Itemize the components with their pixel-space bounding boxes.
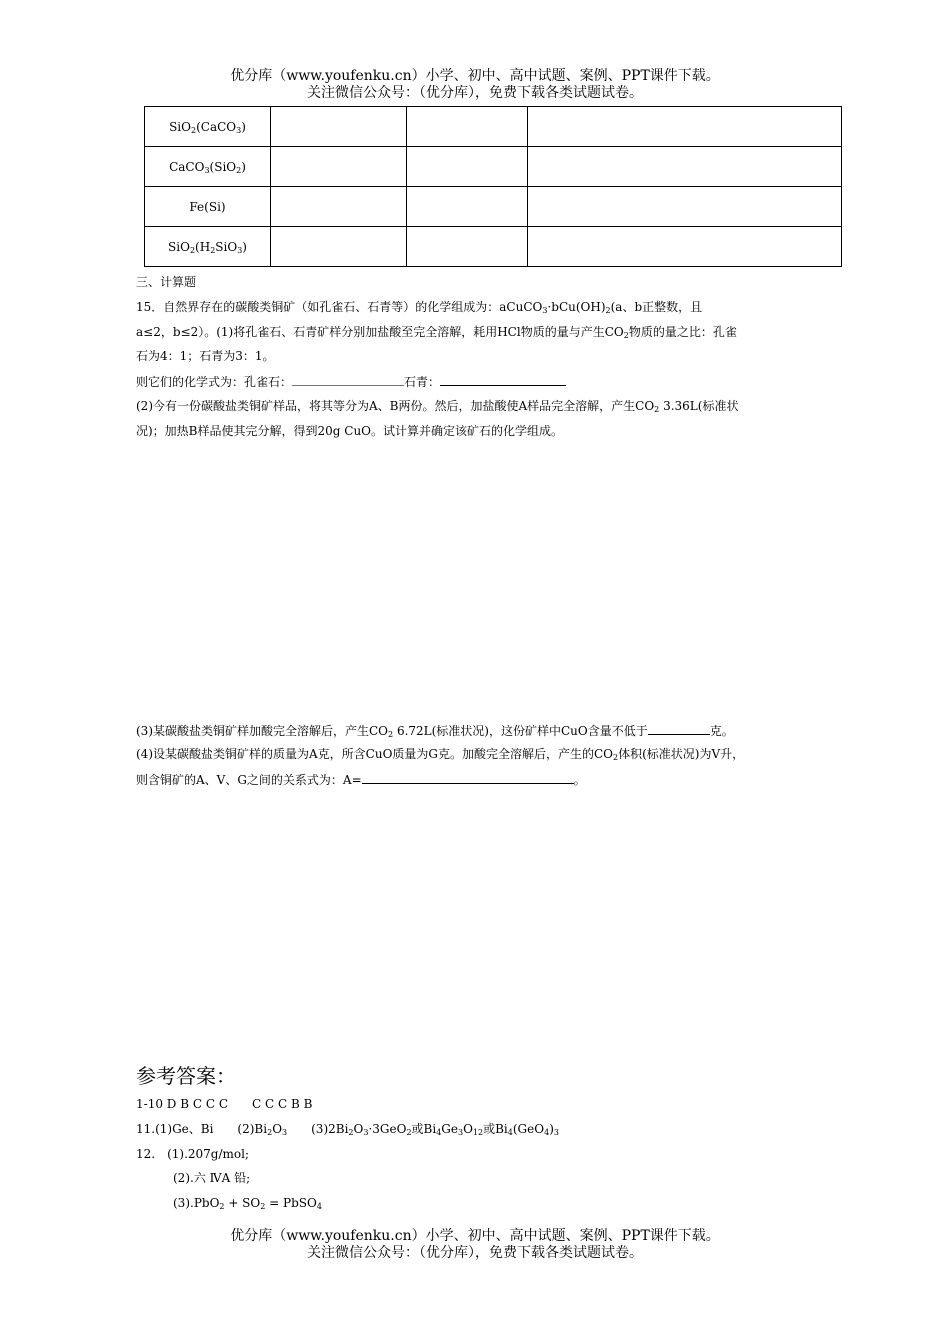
- table-cell-label: SiO$_2$(CaCO$_3$): [145, 107, 271, 147]
- answer-line-12-3: $(3).PbO_2 + SO_2$ = PbSO$_4$: [173, 1196, 322, 1211]
- answer-blank-relation[interactable]: [362, 771, 574, 784]
- q15-line1: 15．自然界存在的碳酸类铜矿（如孔雀石、石青等）的化学组成为：$aCuCO_3\cdot bCu(OH)_2(a$、b正整数，且: [136, 300, 703, 315]
- impurity-table: [144, 106, 842, 267]
- answer-blank-azurite[interactable]: [440, 373, 566, 386]
- q15-line5: (2)今有一份碳酸盐类铜矿样品，将其等分为A、B两份。然后，加盐酸使A样品完全溶解，产生$CO_2$ 3.36L(标准状: [136, 399, 739, 414]
- q15-line4: 则它们的化学式为：孔雀石： 石青：: [136, 373, 566, 390]
- table-cell: [407, 187, 528, 227]
- answer-line-11: 11.(1)Ge、Bi $(2)Bi_2O_3$ $(3)2Bi_2O_3\cdot 3GeO_2$或$Bi_4Ge_3O_{12}$或$Bi_4(GeO_4)_3$: [136, 1122, 559, 1137]
- table-cell: [407, 107, 528, 147]
- table-cell: [528, 107, 842, 147]
- table-cell-label: $SiO_2(H_2SiO_3)$: [145, 227, 271, 267]
- table-row: [145, 187, 842, 227]
- header-line1: 优分库（www.youfenku.cn）小学、初中、高中试题、案例、PPT课件下载。: [230, 68, 720, 84]
- footer-line1: 优分库（www.youfenku.cn）小学、初中、高中试题、案例、PPT课件下载。: [230, 1228, 720, 1244]
- header-line2: 关注微信公众号：（优分库），免费下载各类试题试卷。: [307, 85, 643, 101]
- table-cell: [528, 187, 842, 227]
- answer-blank-cuo-mass[interactable]: [648, 722, 710, 735]
- table-row: [145, 107, 842, 147]
- answers-title: 参考答案：: [136, 1064, 236, 1088]
- table-cell-label: CaCO$_3$(SiO$_2$): [145, 147, 271, 187]
- table-cell: [271, 187, 407, 227]
- q15-line8: (4)设某碳酸盐类铜矿样的质量为A克，所含CuO质量为G克。加酸完全溶解后，产生的$CO_2$体积(标准状况)为V升，: [136, 747, 745, 762]
- answer-line-12-2: (2).六 ⅣA 铅;: [173, 1171, 251, 1185]
- table-cell: [271, 227, 407, 267]
- table-cell: [271, 107, 407, 147]
- table-cell: [528, 227, 842, 267]
- q15-line6: 况)；加热B样品使其完分解，得到20g CuO。试计算并确定该矿石的化学组成。: [136, 424, 564, 438]
- table-cell: [407, 147, 528, 187]
- section-heading: 三、计算题: [136, 275, 197, 289]
- table-cell-label: Fe(Si): [145, 187, 271, 227]
- table-cell: [271, 147, 407, 187]
- table-cell: [528, 147, 842, 187]
- page-footer: [0, 1228, 950, 1262]
- q15-line3: 石为4：1；石青为3：1。: [136, 349, 275, 363]
- table-cell: [407, 227, 528, 267]
- page-header: [0, 68, 950, 102]
- q15-line7: (3)某碳酸盐类铜矿样加酸完全溶解后，产生$CO_2$ 6.72L(标准状况)，这份矿样中CuO含量不低于 克。: [136, 724, 734, 739]
- answer-line-12: 12. (1).207g/mol;: [136, 1147, 250, 1161]
- table-row: [145, 147, 842, 187]
- q15-line9: 则含铜矿的A、V、G之间的关系式为：A= 。: [136, 773, 586, 787]
- q15-line2: a≤2，b≤2）。(1)将孔雀石、石青矿样分别加盐酸至完全溶解，耗用HCl物质的量与产生$CO_2$物质的量之比：孔雀: [136, 325, 737, 340]
- answer-line-1-10: 1-10 D B C C C C C C B B: [136, 1097, 313, 1111]
- table-row: [145, 227, 842, 267]
- answer-blank-malachite[interactable]: [292, 373, 404, 386]
- footer-line2: 关注微信公众号：（优分库），免费下载各类试题试卷。: [307, 1245, 643, 1261]
